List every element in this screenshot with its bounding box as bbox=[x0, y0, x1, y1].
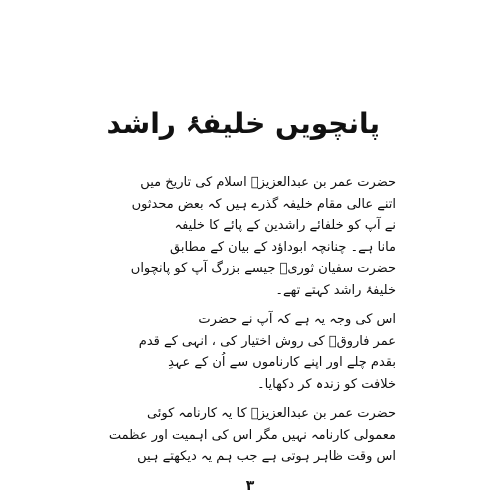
text-line: حضرت سفیان ثوریؒ جیسے بزرگ آپ کو پانچواں bbox=[130, 261, 396, 276]
chapter-title: پانچویں خلیفۂ راشد bbox=[106, 107, 380, 140]
text-line: حضرت عمر بن عبدالعزیزؒ کا یہ کارنامہ کوئی bbox=[146, 406, 396, 421]
paragraph bbox=[104, 309, 396, 395]
text-line: اس کی وجہ یہ ہے کہ آپ نے حضرت bbox=[198, 312, 396, 327]
text-line: بقدم چلے اور اپنے کارناموں سے اُن کے عہدِ bbox=[168, 355, 396, 370]
text-line: معمولی کارنامہ نہیں مگر اس کی اہمیت اور عظمت bbox=[108, 427, 396, 443]
text-line: مانا ہے۔ چنانچہ ابوداؤد کے بیان کے مطابق bbox=[170, 239, 396, 255]
text-line: اتنے عالی مقام خلیفہ گذرے ہیں کہ بعض محدثوں bbox=[131, 196, 396, 212]
paragraph bbox=[104, 403, 396, 468]
paragraph bbox=[104, 172, 396, 301]
text-line: حضرت عمر بن عبدالعزیزؒ اسلام کی تاریخ میں bbox=[140, 175, 396, 190]
text-line: خلافت کو زندہ کر دکھایا۔ bbox=[256, 376, 396, 392]
text-line: اس وقت ظاہر ہوتی ہے جب ہم یہ دیکھتے ہیں bbox=[137, 449, 396, 464]
text-line: نے آپ کو خلفائے راشدین کے پائے کا خلیفہ bbox=[174, 218, 396, 233]
body-text bbox=[104, 172, 396, 468]
text-line: عمر فاروقؓ کی روش اختیار کی ، انہی کے قدم bbox=[138, 333, 396, 349]
page-number: ۳ bbox=[245, 478, 255, 494]
text-line: خلیفۂ راشد کہتے تھے۔ bbox=[275, 282, 396, 298]
